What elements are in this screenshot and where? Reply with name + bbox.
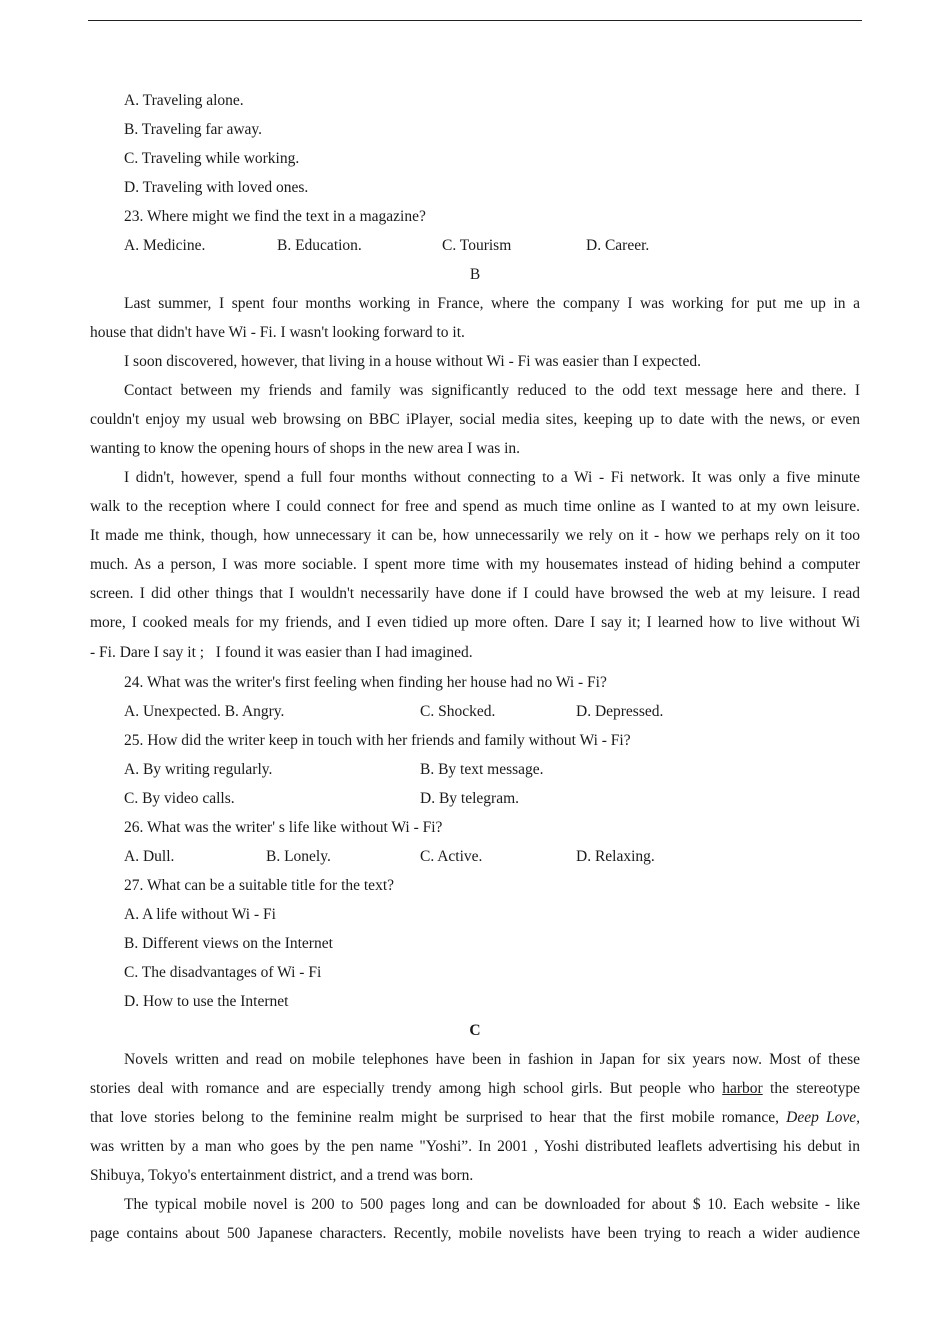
q25-options-row1 (90, 755, 860, 784)
q27-option-b: B. Different views on the Internet (124, 935, 333, 952)
q26-options (90, 842, 860, 871)
q23-option-a: A. Medicine. (124, 237, 206, 254)
c-p1-line: was written by a man who goes by the pen name "Yoshi”. In 2001 , Yoshi distributed leaflets advertising his debut in (90, 1138, 860, 1155)
section-b-heading: B (469, 266, 481, 283)
q23-options (90, 231, 860, 260)
q22-option-b: B. Traveling far away. (124, 121, 263, 138)
q23-option-d: D. Career. (586, 237, 650, 254)
q27-option-d: D. How to use the Internet (124, 993, 289, 1010)
q24-option-c: C. Shocked. (420, 703, 496, 720)
b-p4-line: more, I cooked meals for my friends, and I even tidied up more often. Dare I say it; I learned how to live without Wi (90, 614, 860, 631)
q26-option-d: D. Relaxing. (576, 848, 655, 865)
q26-option-c: C. Active. (420, 848, 483, 865)
q23-option-b: B. Education. (277, 237, 362, 254)
b-p2-line: I soon discovered, however, that living in a house without Wi - Fi was easier than I expected. (124, 353, 701, 370)
q22-option-c: C. Traveling while working. (124, 150, 300, 167)
c-p1-line (90, 1074, 860, 1103)
c-p1-text: stories deal with romance and are especially trendy among high school girls. But people who (90, 1080, 723, 1097)
q25-stem: 25. How did the writer keep in touch with her friends and family without Wi - Fi? (124, 732, 631, 749)
q25-option-c: C. By video calls. (124, 790, 235, 807)
c-p1-text: the stereotype (762, 1080, 860, 1097)
q25-options-row2 (90, 784, 860, 813)
b-p3-line: wanting to know the opening hours of shops in the new area I was in. (90, 440, 521, 457)
b-p3-line: couldn't enjoy my usual web browsing on BBC iPlayer, social media sites, keeping up to date with the news, or even (90, 411, 860, 428)
section-c-heading: C (469, 1022, 481, 1039)
b-p1-line: Last summer, I spent four months working in France, where the company I was working for put me up in a (124, 295, 860, 312)
q25-option-b: B. By text message. (420, 761, 544, 778)
q23-option-c: C. Tourism (442, 237, 512, 254)
c-p1-line: Novels written and read on mobile telephones have been in fashion in Japan for six years now. Most of these (124, 1051, 860, 1068)
b-p4-line: It made me think, though, how unnecessary it can be, how unnecessarily we rely on it - how we perhaps rely on it too (90, 527, 860, 544)
q25-option-a: A. By writing regularly. (124, 761, 273, 778)
q24-option-ab: A. Unexpected. B. Angry. (124, 703, 285, 720)
q26-option-a: A. Dull. (124, 848, 175, 865)
italic-title: Deep Love, (786, 1109, 860, 1126)
q24-stem: 24. What was the writer's first feeling when finding her house had no Wi - Fi? (124, 674, 607, 691)
q22-option-a: A. Traveling alone. (124, 92, 244, 109)
c-p2-line: The typical mobile novel is 200 to 500 pages long and can be downloaded for about $ 10. Each website - like (124, 1196, 860, 1213)
header-rule (88, 20, 862, 21)
b-p4-line: much. As a person, I was more sociable. I spent more time with my housemates instead of hiding behind a computer (90, 556, 860, 573)
q22-option-d: D. Traveling with loved ones. (124, 179, 309, 196)
underlined-word: harbor (722, 1080, 763, 1097)
page-content (90, 86, 860, 1248)
b-p4-line: - Fi. Dare I say it ; I found it was easier than I had imagined. (90, 644, 473, 661)
b-p3-line: Contact between my friends and family was significantly reduced to the odd text message here and there. I (124, 382, 860, 399)
b-p4-line: screen. I did other things that I wouldn't necessarily have done if I could have browsed the web at my leisure. I read (90, 585, 860, 602)
q23-stem: 23. Where might we find the text in a magazine? (124, 208, 426, 225)
q24-option-d: D. Depressed. (576, 703, 664, 720)
c-p1-line (90, 1103, 860, 1132)
b-p4-line: walk to the reception where I could connect for free and spend as much time online as I wanted to at my own leisure. (90, 498, 860, 515)
b-p1-line: house that didn't have Wi - Fi. I wasn't looking forward to it. (90, 324, 465, 341)
q27-option-a: A. A life without Wi - Fi (124, 906, 276, 923)
c-p2-line: page contains about 500 Japanese characters. Recently, mobile novelists have been trying to reach a wider audience (90, 1225, 860, 1242)
q25-option-d: D. By telegram. (420, 790, 520, 807)
b-p4-line: I didn't, however, spend a full four months without connecting to a Wi - Fi network. It was only a five minute (124, 469, 860, 486)
q27-stem: 27. What can be a suitable title for the text? (124, 877, 395, 894)
c-p1-text: that love stories belong to the feminine realm might be surprised to hear that the first mobile romance, (90, 1109, 787, 1126)
q27-option-c: C. The disadvantages of Wi - Fi (124, 964, 322, 981)
q26-stem: 26. What was the writer' s life like without Wi - Fi? (124, 819, 443, 836)
c-p1-line: Shibuya, Tokyo's entertainment district, and a trend was born. (90, 1167, 474, 1184)
q24-options (90, 697, 860, 726)
q26-option-b: B. Lonely. (266, 848, 331, 865)
